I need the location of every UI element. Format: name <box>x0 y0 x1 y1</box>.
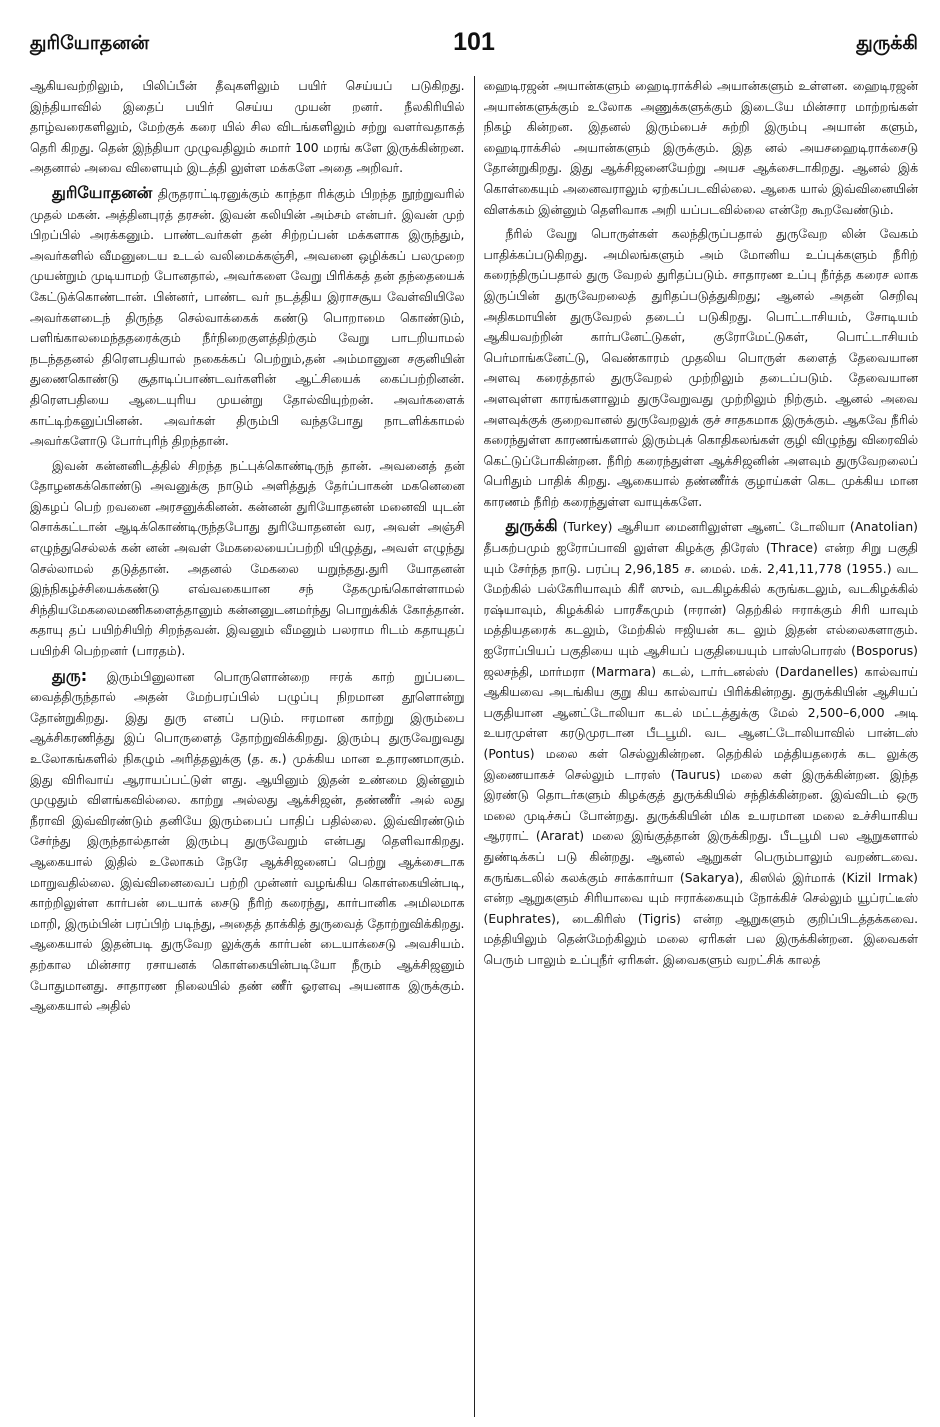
entry-thuru <box>30 666 465 1017</box>
entry-text: (Turkey) ஆசியா மைனரிலுள்ள ஆனட் டோலியா (Anatolian) தீபகற்பமும் ஐரோப்பாவி லுள்ள கிழக்கு திரேஸ் (Thrace) என்ற சிறு பகுதி யும் சேர்ந்த நாடு. பரப்பு 2,96,185 ச. மைல். மக். 2,41,11,778 (1955.) வட மேற்கில் பல்கேரியாவும் கிரீ ஸும், வடகிழக்கில் கருங்கடலும், வடகிழக்கில் ரஷ்யாவும், கிழக்கில் பாரசீகமும் (ஈரான்) தெற்கில் ஈராக்கும் சிரி யாவும் மத்தியதரைக் கடலும், மேற்கில் ஈஜியன் கட லும் இதன் எல்லைகளாகும். ஐரோப்பியப் பகுதியை யும் ஆசியப் பகுதியையும் பாஸ்பொரஸ் (Bosporus) ஜலசந்தி, மார்மரா (Marmara) கடல், டார்டனல்ஸ் (Dardanelles) கால்வாய் ஆகியவை அடங்கிய குறு கிய கால்வாய் பிரிக்கின்றது. துருக்கியின் ஆசியப் பகுதியான ஆனட்டோலியா கடல் மட்டத்துக்கு மேல் 2,500–6,000 அடி உயரமுள்ள கரடுமுரடான பீடபூமி. வட ஆனட்டோலியாவில் பான்டஸ் (Pontus) மலை கள் செல்லுகின்றன. தெற்கில் மத்தியதரைக் கட லுக்கு இணையாகச் செல்லும் டாரஸ் (Taurus) மலை கள் இருக்கின்றன. இந்த இரண்டு தொடர்களும் கிழக்குத் துருக்கியில் சந்திக்கின்றன. இவ்விடம் ஒரு மலை முடிச்சுப் போன்றது. துருக்கியின் மிக உயரமான மலை உச்சியாகிய ஆரராட் (Ararat) மலை இங்குத்தான் இருக்கிறது. பீடபூமி பல ஆறுகளால் துண்டிக்கப் படு கின்றது. ஆனல் ஆறுகள் பெரும்பாலும் வறண்டவை. கருங்கடலில் கலக்கும் சாக்கார்யா (Sakarya), கிஸில் இர்மாக் (Kizil Irmak) என்ற ஆறுகளும் சிரியாவை யும் ஈராக்கையும் நோக்கிச் செல்லும் யூப்ரட்டீஸ் (Euphrates), டைகிரிஸ் (Tigris) என்ற ஆறுகளும் குறிப்பிடத்தக்கவை. மத்தியிலும் தென்மேற்கிலும் மலை ஏரிகள் பல இருக்கின்றன. இவைகள் பெரும் பாலும் உப்புநீர் ஏரிகள். இவைகளும் வறட்சிக் காலத் <box>483 520 918 967</box>
page-number: 101 <box>453 28 495 56</box>
page-header <box>30 28 918 72</box>
headword: துருக்கி <box>505 516 558 536</box>
right-column <box>484 76 919 1417</box>
paragraph: நீரில் வேறு பொருள்கள் கலந்திருப்பதால் துருவேற லின் வேகம் பாதிக்கப்படுகிறது. அமிலங்களும் அம் மோனிய உப்புக்களும் நீரிற் கரைந்திருப்பதால் துரு வேறல் துரிதப்படும். சாதாரண உப்பு நீர்த்த கரைச லாக இருப்பின் துருவேறலைத் துரிதப்படுத்துகிறது; ஆனல் அதன் செறிவு அதிகமாயின் துருவேறல் தடைப் படுகிறது. பொட்டாசியம், சோடியம் ஆகியவற்றின் கார்பனேட்டுகள், குரோமேட்டுகள், பொட்டாசியம் பெர்மாங்கனேட்டு, வெண்காரம் முதலிய பொருள் களைத் தேவையான அளவு கரைத்தால் துருவேறல் முற்றிலும் தடைப்படும். தேவையான அளவுள்ள காரங்களாலும் துருவேறுவது முற்றிலும் நிற்கும். ஆனல் அவை அளவுக்குக் குறைவானல் துருவேறலுக் குச் சாதகமாக இருக்கும். ஆகவே நீரில் கரைந்துள்ள காரணங்களால் இரும்புக் கொதிகலங்கள் குழி விழுந்து விரைவில் கெட்டுப்போகின்றன. நீரிற் கரைந்துள்ள ஆக்சிஜனின் அளவும் துருவேறலைப் பெரிதும் பாதிக் கிறது. ஆகையால் தண்ணீர்க் குழாய்கள் கெட முக்கிய மான காரணம் நீரிற் கரைந்துள்ள வாயுக்களே. <box>483 227 918 509</box>
two-column-body <box>30 76 918 1417</box>
entry-duryodhanan <box>30 183 465 452</box>
left-column <box>30 76 465 1417</box>
running-head-right: துருக்கி <box>856 32 918 54</box>
entry-text: திருதராட்டிரனுக்கும் காந்தா ரிக்கும் பிறந்த நூற்றுவரில் முதல் மகன். அத்தினபுரத் தரசன். இவன் கலியின் அம்சம் என்பர். இவன் முற் பிறப்பில் அரக்கனும். பாண்டவர்கள் தன் சிற்றப்பன் மக்களாக இருந்தும், அவர்களில் வீமனுடைய உடல் வலிமைக்கஞ்சி, அவனை ஒழிக்கப் பலமுறை முயன்றும் முடியாமற் போனதால், அவர்களை வேறு பிரிக்கத் தன் தந்தையைக் கேட்டுக்கொண்டான். பின்னர், பாண்ட வர் நடத்திய இராசசூய வேள்வியிலே அவர்களடைந் திருந்த செல்வாக்கைக் கண்டு பொறாமை கொண்டும், பளிங்காலமைந்ததரைக்கும் நீர்நிறைகுளத்திற்கும் வேறு பாடறியாமல் நடந்ததனல் திரௌபதியால் நகைக்கப் பெற்றும்,தன் அம்மானுன சகுனியின் துணைகொண்டு சூதாடிப்பாண்டவர்களின் ஆட்சியைக் கைப்பற்றினன். திரௌபதியை ஆடையுரிய முயன்று தோல்வியுற்றன். அவர்களைக் காட்டிற்கனுப்பினன். அவர்கள் திரும்பி வந்தபோது நாடளிக்காமல் அவர்களோடு போர்புரிந் திறந்தான். <box>30 186 465 449</box>
entry-turkey <box>484 516 919 970</box>
headword: துரு: <box>52 665 88 685</box>
entry-text: இரும்பினுலான பொருளொன்றை ஈரக் காற் றுப்படை வைத்திருந்தால் அதன் மேற்பரப்பில் பழுப்பு நிறமான தூளொன்று தோன்றுகிறது. இது துரு எனப் படும். ஈரமான காற்று இரும்பை ஆக்சிகரணித்து இப் பொருளைத் தோற்றுவிக்கிறது. இரும்பு துருவேறுவது உலோகங்களில் நிகழும் அரித்தலுக்கு (த. க.) முக்கிய மான உதாரணமாகும். இது விரிவாய் ஆராயப்பட்டுள் ளது. ஆயினும் இதன் உண்மை இன்னும் முழுதும் விளங்கவில்லை. காற்று அல்லது ஆக்சிஜன், தண்ணீர் அல் லது நீராவி இவ்விரண்டும் தனியே இரும்பைப் பாதிப் பதில்லை. இவ்விரண்டும் சேர்ந்து இருந்தால்தான் இரும்பு துருவேறும் என்பது தெளிவாகிறது. ஆகையால் இதில் உலோகம் நேரே ஆக்சிஜனைப் பெற்று ஆக்சைடாக மாறுவதில்லை. இவ்வினைவைப் பற்றி முன்னர் வழங்கிய கொள்கையின்படி, காற்றிலுள்ள கார்பன் டையாக் சைடு நீரிற் கரைந்து, கார்பானிக அமிலமாக மாறி, இரும்பின் பரப்பிற் படிந்து, அதைத் தாக்கித் துருவைத் தோற்றுவிக்கிறது. ஆகையால் இதன்படி துருவேற லுக்குக் கார்பன் டையாக்சைடு அவசியம். தற்கால மின்சார ரசாயனக் கொள்கையின்படியோ நீரும் ஆக்சிஜனும் போதுமானது. சாதாரண நிலையில் தண் ணீர் ஓரளவு அயனாக இருக்கும். ஆகையால் அதில் <box>30 669 465 1014</box>
headword: துரியோதனன் <box>52 182 153 202</box>
column-divider <box>474 76 475 1417</box>
paragraph: ஆகியவற்றிலும், பிலிப்பீன் தீவுகளிலும் பயிர் செய்யப் படுகிறது. இந்தியாவில் இதைப் பயிர் செய்ய முயன் றனர். நீலகிரியில் தாழ்வரைகளிலும், மேற்குக் கரை யில் சில விடங்களிலும் சற்று வளர்வதாகத் தெரி கிறது. தென் இந்தியா முழுவதிலும் சுமார் 100 மரங் களே இருக்கின்றன. அதனால் அவை விளையும் இடத்தி லுள்ள மக்களே அதை அறிவர். <box>30 79 465 176</box>
paragraph: ஹைடிரஜன் அயான்களும் ஹைடிராக்சில் அயான்களும் உள்ளன. ஹைடிரஜன் அயான்களுக்கும் உலோக அணுக்களுக்கும் இடையே மின்சார மாற்றங்கள் நிகழ் கின்றன. இதனல் இரும்பைச் சுற்றி இரும்பு அயான் களும், ஹைடிராக்சில் அயான்களும் இருக்கும். இத னல் அயசஹைடிராக்சைடு தோன்றுகிறது. இது ஆக்சிஜனையேற்று அயச ஆக்சைடாகிறது. ஆனல் இக் கொள்கையும் அனைவராலும் ஏற்கப்படவில்லை. ஆகை யால் இவ்வினையின் விளக்கம் இன்னும் தெளிவாக அறி யப்படவில்லை என்றே கூறவேண்டும். <box>483 79 918 217</box>
running-head-left: துரியோதனன் <box>30 32 150 54</box>
paragraph: இவன் கன்னனிடத்தில் சிறந்த நட்புக்கொண்டிருந் தான். அவனைத் தன் தோழனகக்கொண்டு அவனுக்கு நாடும் அளித்துத் தேர்ப்பாகன் மகனெனை இகழப் பெற் றவனை அரசனுக்கினன். கன்னன் துரியோதனன் மனைவி யுடன் சொக்கட்டான் ஆடிக்கொண்டிருந்தபோது துரியோதனன் வர, அவள் அஞ்சி எழுந்துசெல்லக் கன் னன் அவள் மேகலையைப்பற்றி யிழுத்து, அவள் எழுந்து செல்லாமல் தடுத்தான். அதனல் மேகலை யறுந்தது.துரி யோதனன் இந்நிகழ்ச்சியைக்கண்டு எவ்வகையான சந் தேகமுங்கொள்ளாமல் சிந்தியமேகலைமணிகளைத்தானும் கன்னனுடனமர்ந்து பொறுக்கிக் கோத்தான். கதாயு தப் பயிற்சியிற் சிறந்தவன். இவனும் வீமனும் பலராம ரிடம் கதாயுதப் பயிற்சி பெற்றனர் (பாரதம்). <box>30 458 465 659</box>
